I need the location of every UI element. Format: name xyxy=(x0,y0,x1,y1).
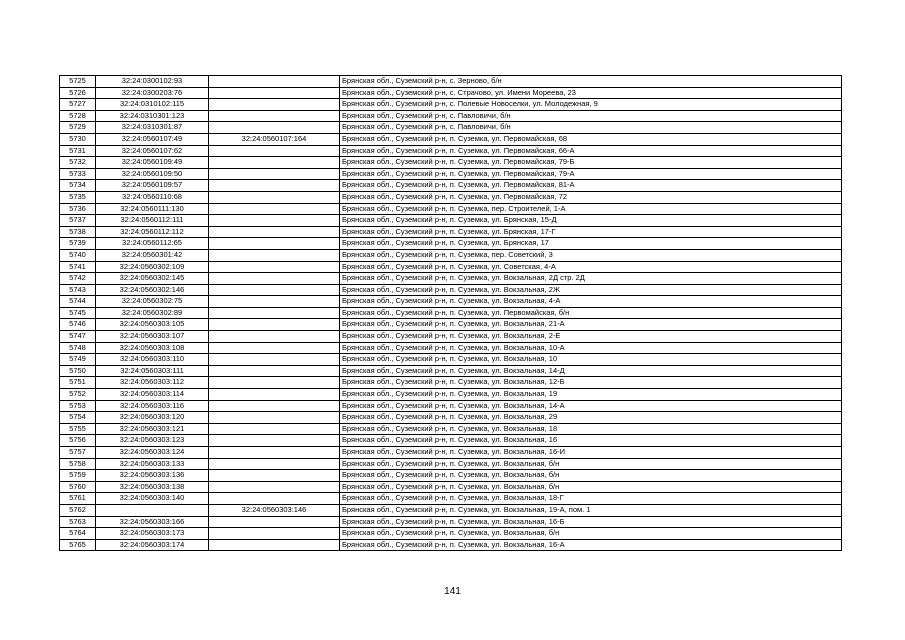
row-number-cell: 5743 xyxy=(60,284,96,296)
cadastral-number-cell: 32:24:0560303:116 xyxy=(96,400,209,412)
table-row xyxy=(60,203,842,215)
cadastral-number-cell: 32:24:0560109:50 xyxy=(96,168,209,180)
address-cell: Брянская обл., Суземский р-н, п. Суземка, ул. Вокзальная, б/н xyxy=(340,458,842,470)
cadastral-number-cell xyxy=(96,504,209,516)
cadastral-number-building-cell xyxy=(209,528,340,540)
cadastral-number-cell: 32:24:0560303:123 xyxy=(96,435,209,447)
table-row xyxy=(60,122,842,134)
table-row xyxy=(60,458,842,470)
table-row xyxy=(60,412,842,424)
row-number-cell: 5748 xyxy=(60,342,96,354)
row-number-cell: 5763 xyxy=(60,516,96,528)
row-number-cell: 5751 xyxy=(60,377,96,389)
address-cell: Брянская обл., Суземский р-н, с. Страчово, ул. Имени Мореева, 23 xyxy=(340,87,842,99)
table-row xyxy=(60,99,842,111)
cadastral-number-cell: 32:24:0300102:93 xyxy=(96,76,209,88)
address-cell: Брянская обл., Суземский р-н, п. Суземка, ул. Брянская, 17 xyxy=(340,238,842,250)
address-cell: Брянская обл., Суземский р-н, п. Суземка, ул. Вокзальная, 10-А xyxy=(340,342,842,354)
address-cell: Брянская обл., Суземский р-н, п. Суземка, ул. Вокзальная, 14-А xyxy=(340,400,842,412)
address-cell: Брянская обл., Суземский р-н, п. Суземка, ул. Первомайская, 81-А xyxy=(340,180,842,192)
row-number-cell: 5740 xyxy=(60,249,96,261)
row-number-cell: 5760 xyxy=(60,481,96,493)
address-cell: Брянская обл., Суземский р-н, п. Суземка, ул. Вокзальная, 10 xyxy=(340,354,842,366)
cadastral-number-building-cell xyxy=(209,238,340,250)
table-row xyxy=(60,273,842,285)
cadastral-number-building-cell xyxy=(209,76,340,88)
page-number: 141 xyxy=(444,586,461,597)
cadastral-number-building-cell xyxy=(209,273,340,285)
cadastral-number-building-cell xyxy=(209,99,340,111)
cadastral-number-building-cell xyxy=(209,447,340,459)
cadastral-number-building-cell xyxy=(209,87,340,99)
cadastral-number-building-cell xyxy=(209,481,340,493)
table-row xyxy=(60,354,842,366)
address-cell: Брянская обл., Суземский р-н, с. Полевые Новоселки, ул. Молодежная, 9 xyxy=(340,99,842,111)
row-number-cell: 5737 xyxy=(60,215,96,227)
cadastral-number-cell: 32:24:0560112:112 xyxy=(96,226,209,238)
row-number-cell: 5725 xyxy=(60,76,96,88)
row-number-cell: 5742 xyxy=(60,273,96,285)
cadastral-number-cell: 32:24:0560302:89 xyxy=(96,307,209,319)
cadastral-number-cell: 32:24:0560303:138 xyxy=(96,481,209,493)
cadastral-number-building-cell xyxy=(209,168,340,180)
address-cell: Брянская обл., Суземский р-н, п. Суземка, ул. Первомайская, 72 xyxy=(340,191,842,203)
row-number-cell: 5750 xyxy=(60,365,96,377)
cadastral-number-cell: 32:24:0560303:110 xyxy=(96,354,209,366)
address-cell: Брянская обл., Суземский р-н, п. Суземка, ул. Брянская, 15-Д xyxy=(340,215,842,227)
cadastral-number-building-cell xyxy=(209,284,340,296)
cadastral-number-cell: 32:24:0560302:146 xyxy=(96,284,209,296)
table-row xyxy=(60,470,842,482)
row-number-cell: 5765 xyxy=(60,539,96,551)
address-cell: Брянская обл., Суземский р-н, п. Суземка, ул. Вокзальная, 16-А xyxy=(340,539,842,551)
table-row xyxy=(60,319,842,331)
cadastral-number-cell: 32:24:0560303:114 xyxy=(96,389,209,401)
table-row xyxy=(60,342,842,354)
cadastral-number-cell: 32:24:0560303:120 xyxy=(96,412,209,424)
row-number-cell: 5744 xyxy=(60,296,96,308)
cadastral-number-building-cell xyxy=(209,110,340,122)
address-cell: Брянская обл., Суземский р-н, п. Суземка, ул. Вокзальная, 21-А xyxy=(340,319,842,331)
row-number-cell: 5755 xyxy=(60,423,96,435)
row-number-cell: 5739 xyxy=(60,238,96,250)
table-row xyxy=(60,493,842,505)
table-row xyxy=(60,249,842,261)
cadastral-number-cell: 32:24:0560109:57 xyxy=(96,180,209,192)
cadastral-number-cell: 32:24:0560107:49 xyxy=(96,133,209,145)
table-row xyxy=(60,481,842,493)
address-cell: Брянская обл., Суземский р-н, с. Павловичи, б/н xyxy=(340,122,842,134)
row-number-cell: 5753 xyxy=(60,400,96,412)
row-number-cell: 5758 xyxy=(60,458,96,470)
table-row xyxy=(60,157,842,169)
cadastral-number-cell: 32:24:0560301:42 xyxy=(96,249,209,261)
table-row xyxy=(60,215,842,227)
cadastral-number-cell: 32:24:0560302:145 xyxy=(96,273,209,285)
cadastral-number-building-cell xyxy=(209,342,340,354)
cadastral-number-cell: 32:24:0560303:133 xyxy=(96,458,209,470)
table-row xyxy=(60,504,842,516)
cadastral-number-building-cell xyxy=(209,539,340,551)
table-row xyxy=(60,110,842,122)
address-cell: Брянская обл., Суземский р-н, п. Суземка, ул. Первомайская, 79-А xyxy=(340,168,842,180)
cadastral-number-building-cell xyxy=(209,296,340,308)
cadastral-number-cell: 32:24:0560112:111 xyxy=(96,215,209,227)
address-cell: Брянская обл., Суземский р-н, с. Зерново, б/н xyxy=(340,76,842,88)
cadastral-number-cell: 32:24:0560302:75 xyxy=(96,296,209,308)
table-row xyxy=(60,168,842,180)
table-row xyxy=(60,133,842,145)
table-row xyxy=(60,528,842,540)
table-row xyxy=(60,365,842,377)
cadastral-number-cell: 32:24:0560112:65 xyxy=(96,238,209,250)
cadastral-number-cell: 32:24:0560303:107 xyxy=(96,331,209,343)
address-cell: Брянская обл., Суземский р-н, п. Суземка, ул. Первомайская, 68 xyxy=(340,133,842,145)
table-row xyxy=(60,331,842,343)
address-cell: Брянская обл., Суземский р-н, п. Суземка, ул. Вокзальная, 14-Д xyxy=(340,365,842,377)
address-cell: Брянская обл., Суземский р-н, п. Суземка, ул. Первомайская, б/н xyxy=(340,307,842,319)
row-number-cell: 5741 xyxy=(60,261,96,273)
row-number-cell: 5754 xyxy=(60,412,96,424)
row-number-cell: 5747 xyxy=(60,331,96,343)
address-cell: Брянская обл., Суземский р-н, с. Павловичи, б/н xyxy=(340,110,842,122)
cadastral-number-cell: 32:24:0560303:174 xyxy=(96,539,209,551)
row-number-cell: 5752 xyxy=(60,389,96,401)
row-number-cell: 5759 xyxy=(60,470,96,482)
cadastral-number-building-cell: 32:24:0560303:146 xyxy=(209,504,340,516)
row-number-cell: 5749 xyxy=(60,354,96,366)
table-row xyxy=(60,307,842,319)
address-cell: Брянская обл., Суземский р-н, п. Суземка, пер. Советский, 3 xyxy=(340,249,842,261)
cadastral-number-cell: 32:24:0560303:121 xyxy=(96,423,209,435)
address-cell: Брянская обл., Суземский р-н, п. Суземка, ул. Брянская, 17-Г xyxy=(340,226,842,238)
table-row xyxy=(60,447,842,459)
table-row xyxy=(60,423,842,435)
cadastral-number-cell: 32:24:0560302:109 xyxy=(96,261,209,273)
row-number-cell: 5729 xyxy=(60,122,96,134)
row-number-cell: 5732 xyxy=(60,157,96,169)
row-number-cell: 5727 xyxy=(60,99,96,111)
cadastral-number-cell: 32:24:0560111:130 xyxy=(96,203,209,215)
cadastral-number-building-cell xyxy=(209,435,340,447)
table-row xyxy=(60,261,842,273)
cadastral-number-cell: 32:24:0560303:105 xyxy=(96,319,209,331)
cadastral-number-cell: 32:24:0560303:111 xyxy=(96,365,209,377)
cadastral-number-cell: 32:24:0310102:115 xyxy=(96,99,209,111)
row-number-cell: 5745 xyxy=(60,307,96,319)
row-number-cell: 5731 xyxy=(60,145,96,157)
cadastral-number-building-cell xyxy=(209,261,340,273)
row-number-cell: 5757 xyxy=(60,447,96,459)
cadastral-number-cell: 32:24:0560303:140 xyxy=(96,493,209,505)
row-number-cell: 5746 xyxy=(60,319,96,331)
table-row xyxy=(60,191,842,203)
row-number-cell: 5733 xyxy=(60,168,96,180)
table-row xyxy=(60,145,842,157)
row-number-cell: 5735 xyxy=(60,191,96,203)
registry-table-body xyxy=(60,76,842,551)
table-row xyxy=(60,180,842,192)
table-row xyxy=(60,435,842,447)
cadastral-number-building-cell xyxy=(209,331,340,343)
cadastral-number-cell: 32:24:0310301:123 xyxy=(96,110,209,122)
address-cell: Брянская обл., Суземский р-н, п. Суземка, ул. Советская, 4-А xyxy=(340,261,842,273)
cadastral-number-cell: 32:24:0560107:62 xyxy=(96,145,209,157)
cadastral-number-building-cell xyxy=(209,412,340,424)
address-cell: Брянская обл., Суземский р-н, п. Суземка, ул. Вокзальная, б/н xyxy=(340,470,842,482)
cadastral-number-cell: 32:24:0300203:76 xyxy=(96,87,209,99)
cadastral-number-building-cell xyxy=(209,226,340,238)
cadastral-number-building-cell xyxy=(209,122,340,134)
cadastral-number-building-cell xyxy=(209,470,340,482)
cadastral-number-building-cell xyxy=(209,157,340,169)
row-number-cell: 5728 xyxy=(60,110,96,122)
address-cell: Брянская обл., Суземский р-н, п. Суземка, ул. Вокзальная, 19-А, пом. 1 xyxy=(340,504,842,516)
address-cell: Брянская обл., Суземский р-н, п. Суземка, ул. Вокзальная, 16 xyxy=(340,435,842,447)
row-number-cell: 5734 xyxy=(60,180,96,192)
table-row xyxy=(60,238,842,250)
table-row xyxy=(60,377,842,389)
row-number-cell: 5756 xyxy=(60,435,96,447)
address-cell: Брянская обл., Суземский р-н, п. Суземка, ул. Вокзальная, 18 xyxy=(340,423,842,435)
cadastral-number-building-cell xyxy=(209,180,340,192)
table-row xyxy=(60,296,842,308)
table-row xyxy=(60,389,842,401)
table-row xyxy=(60,226,842,238)
cadastral-number-cell: 32:24:0560109:49 xyxy=(96,157,209,169)
cadastral-number-building-cell xyxy=(209,458,340,470)
cadastral-number-cell: 32:24:0560303:124 xyxy=(96,447,209,459)
cadastral-number-building-cell xyxy=(209,191,340,203)
table-row xyxy=(60,516,842,528)
address-cell: Брянская обл., Суземский р-н, п. Суземка, пер. Строителей, 1-А xyxy=(340,203,842,215)
cadastral-number-building-cell xyxy=(209,493,340,505)
row-number-cell: 5764 xyxy=(60,528,96,540)
cadastral-number-building-cell xyxy=(209,354,340,366)
table-row xyxy=(60,76,842,88)
registry-table xyxy=(59,75,842,551)
row-number-cell: 5726 xyxy=(60,87,96,99)
cadastral-number-building-cell xyxy=(209,215,340,227)
cadastral-number-cell: 32:24:0560110:68 xyxy=(96,191,209,203)
address-cell: Брянская обл., Суземский р-н, п. Суземка, ул. Первомайская, 66-А xyxy=(340,145,842,157)
cadastral-number-building-cell xyxy=(209,319,340,331)
cadastral-number-building-cell xyxy=(209,249,340,261)
address-cell: Брянская обл., Суземский р-н, п. Суземка, ул. Вокзальная, 29 xyxy=(340,412,842,424)
address-cell: Брянская обл., Суземский р-н, п. Суземка, ул. Вокзальная, 2-Е xyxy=(340,331,842,343)
address-cell: Брянская обл., Суземский р-н, п. Суземка, ул. Вокзальная, 4-А xyxy=(340,296,842,308)
cadastral-number-cell: 32:24:0560303:108 xyxy=(96,342,209,354)
table-row xyxy=(60,87,842,99)
cadastral-number-building-cell xyxy=(209,423,340,435)
table-row xyxy=(60,284,842,296)
cadastral-number-building-cell xyxy=(209,377,340,389)
table-row xyxy=(60,400,842,412)
address-cell: Брянская обл., Суземский р-н, п. Суземка, ул. Вокзальная, б/н xyxy=(340,528,842,540)
cadastral-number-building-cell xyxy=(209,400,340,412)
cadastral-number-cell: 32:24:0560303:112 xyxy=(96,377,209,389)
cadastral-number-cell: 32:24:0310301:87 xyxy=(96,122,209,134)
row-number-cell: 5761 xyxy=(60,493,96,505)
address-cell: Брянская обл., Суземский р-н, п. Суземка, ул. Вокзальная, 16-Б xyxy=(340,516,842,528)
address-cell: Брянская обл., Суземский р-н, п. Суземка, ул. Вокзальная, 12-Б xyxy=(340,377,842,389)
cadastral-number-building-cell xyxy=(209,389,340,401)
cadastral-number-building-cell xyxy=(209,365,340,377)
cadastral-number-cell: 32:24:0560303:173 xyxy=(96,528,209,540)
cadastral-number-building-cell xyxy=(209,203,340,215)
row-number-cell: 5738 xyxy=(60,226,96,238)
cadastral-number-building-cell xyxy=(209,516,340,528)
cadastral-number-cell: 32:24:0560303:166 xyxy=(96,516,209,528)
address-cell: Брянская обл., Суземский р-н, п. Суземка, ул. Вокзальная, 16-И xyxy=(340,447,842,459)
table-row xyxy=(60,539,842,551)
address-cell: Брянская обл., Суземский р-н, п. Суземка, ул. Вокзальная, б/н xyxy=(340,481,842,493)
cadastral-number-building-cell xyxy=(209,307,340,319)
address-cell: Брянская обл., Суземский р-н, п. Суземка, ул. Вокзальная, 2Д стр. 2Д xyxy=(340,273,842,285)
address-cell: Брянская обл., Суземский р-н, п. Суземка, ул. Вокзальная, 18-Г xyxy=(340,493,842,505)
row-number-cell: 5736 xyxy=(60,203,96,215)
cadastral-number-building-cell: 32:24:0560107:164 xyxy=(209,133,340,145)
cadastral-number-cell: 32:24:0560303:136 xyxy=(96,470,209,482)
address-cell: Брянская обл., Суземский р-н, п. Суземка, ул. Вокзальная, 2Ж xyxy=(340,284,842,296)
row-number-cell: 5762 xyxy=(60,504,96,516)
address-cell: Брянская обл., Суземский р-н, п. Суземка, ул. Вокзальная, 19 xyxy=(340,389,842,401)
address-cell: Брянская обл., Суземский р-н, п. Суземка, ул. Первомайская, 79-Б xyxy=(340,157,842,169)
row-number-cell: 5730 xyxy=(60,133,96,145)
cadastral-number-building-cell xyxy=(209,145,340,157)
